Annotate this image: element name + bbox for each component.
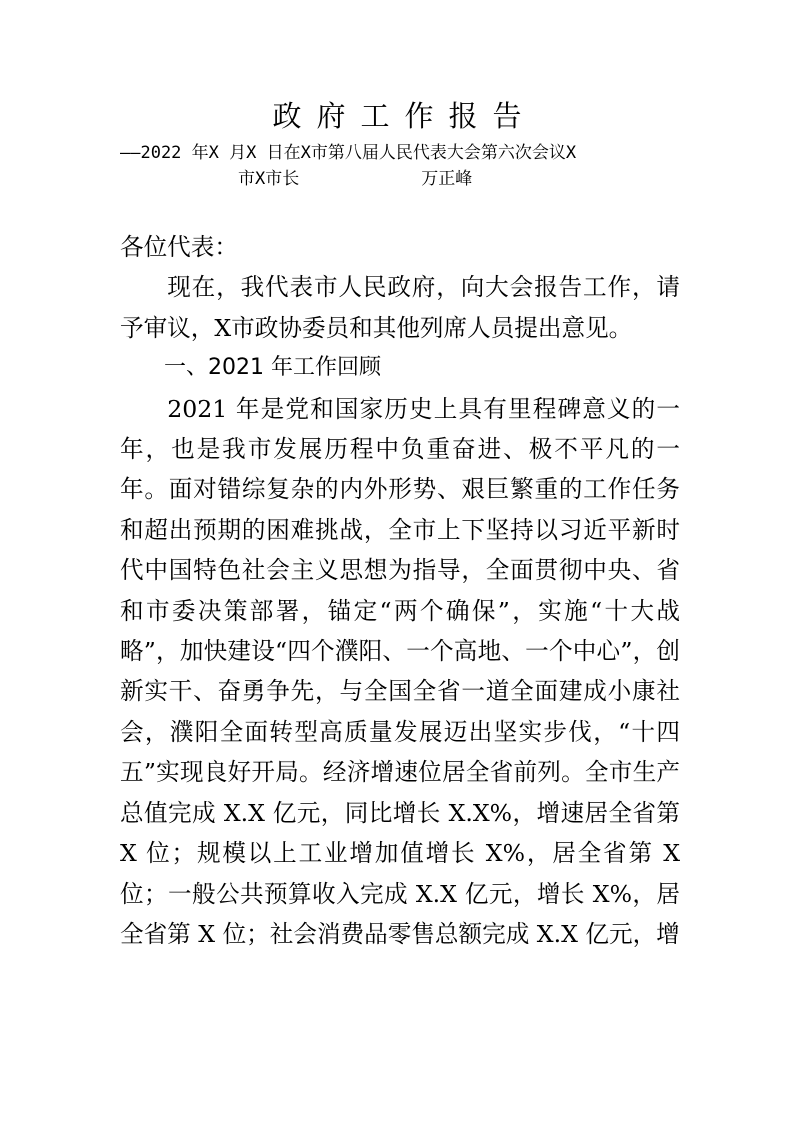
- salutation: 各位代表：: [120, 233, 238, 261]
- document-subtitle: ——2022 年X 月X 日在X市第八届人民代表大会第六次会议X: [120, 143, 577, 163]
- section-paragraph: 2021 年是党和国家历史上具有里程碑意义的一年，也是我市发展历程中负重奋进、极不平凡的一年。面对错综复杂的内外形势、艰巨繁重的工作任务和超出预期的困难挑战，全市上下坚持以习近平新时代中国特色社会主义思想为指导，全面贯彻中央、省和市委决策部署，锚定“两个确保”，实施“十大战略”，加快建设“四个濮阳、一个高地、一个中心”，创新实干、奋勇争先，与全国全省一道全面建成小康社会，濮阳全面转型高质量发展迈出坚实步伐，“十四五”实现良好开局。经济增速位居全省前列。全市生产总值完成 X.X 亿元，同比增长 X.X%，增速居全省第 X 位；规模以上工业增加值增长 X%，居全省第 X 位；一般公共预算收入完成 X.X 亿元，增长 X%，居全省第 X 位；社会消费品零售总额完成 X.X 亿元，增: [120, 394, 680, 948]
- byline-name: 万正峰: [421, 169, 473, 189]
- document-title: 政府工作报告: [272, 99, 537, 133]
- section-heading: 一、2021 年工作回顾: [164, 355, 381, 381]
- byline-office: 市X市长: [238, 169, 300, 189]
- document-body: [120, 227, 680, 954]
- intro-paragraph: 现在，我代表市人民政府，向大会报告工作，请予审议，X市政协委员和其他列席人员提出意见。: [120, 273, 680, 342]
- document-byline: [238, 166, 638, 192]
